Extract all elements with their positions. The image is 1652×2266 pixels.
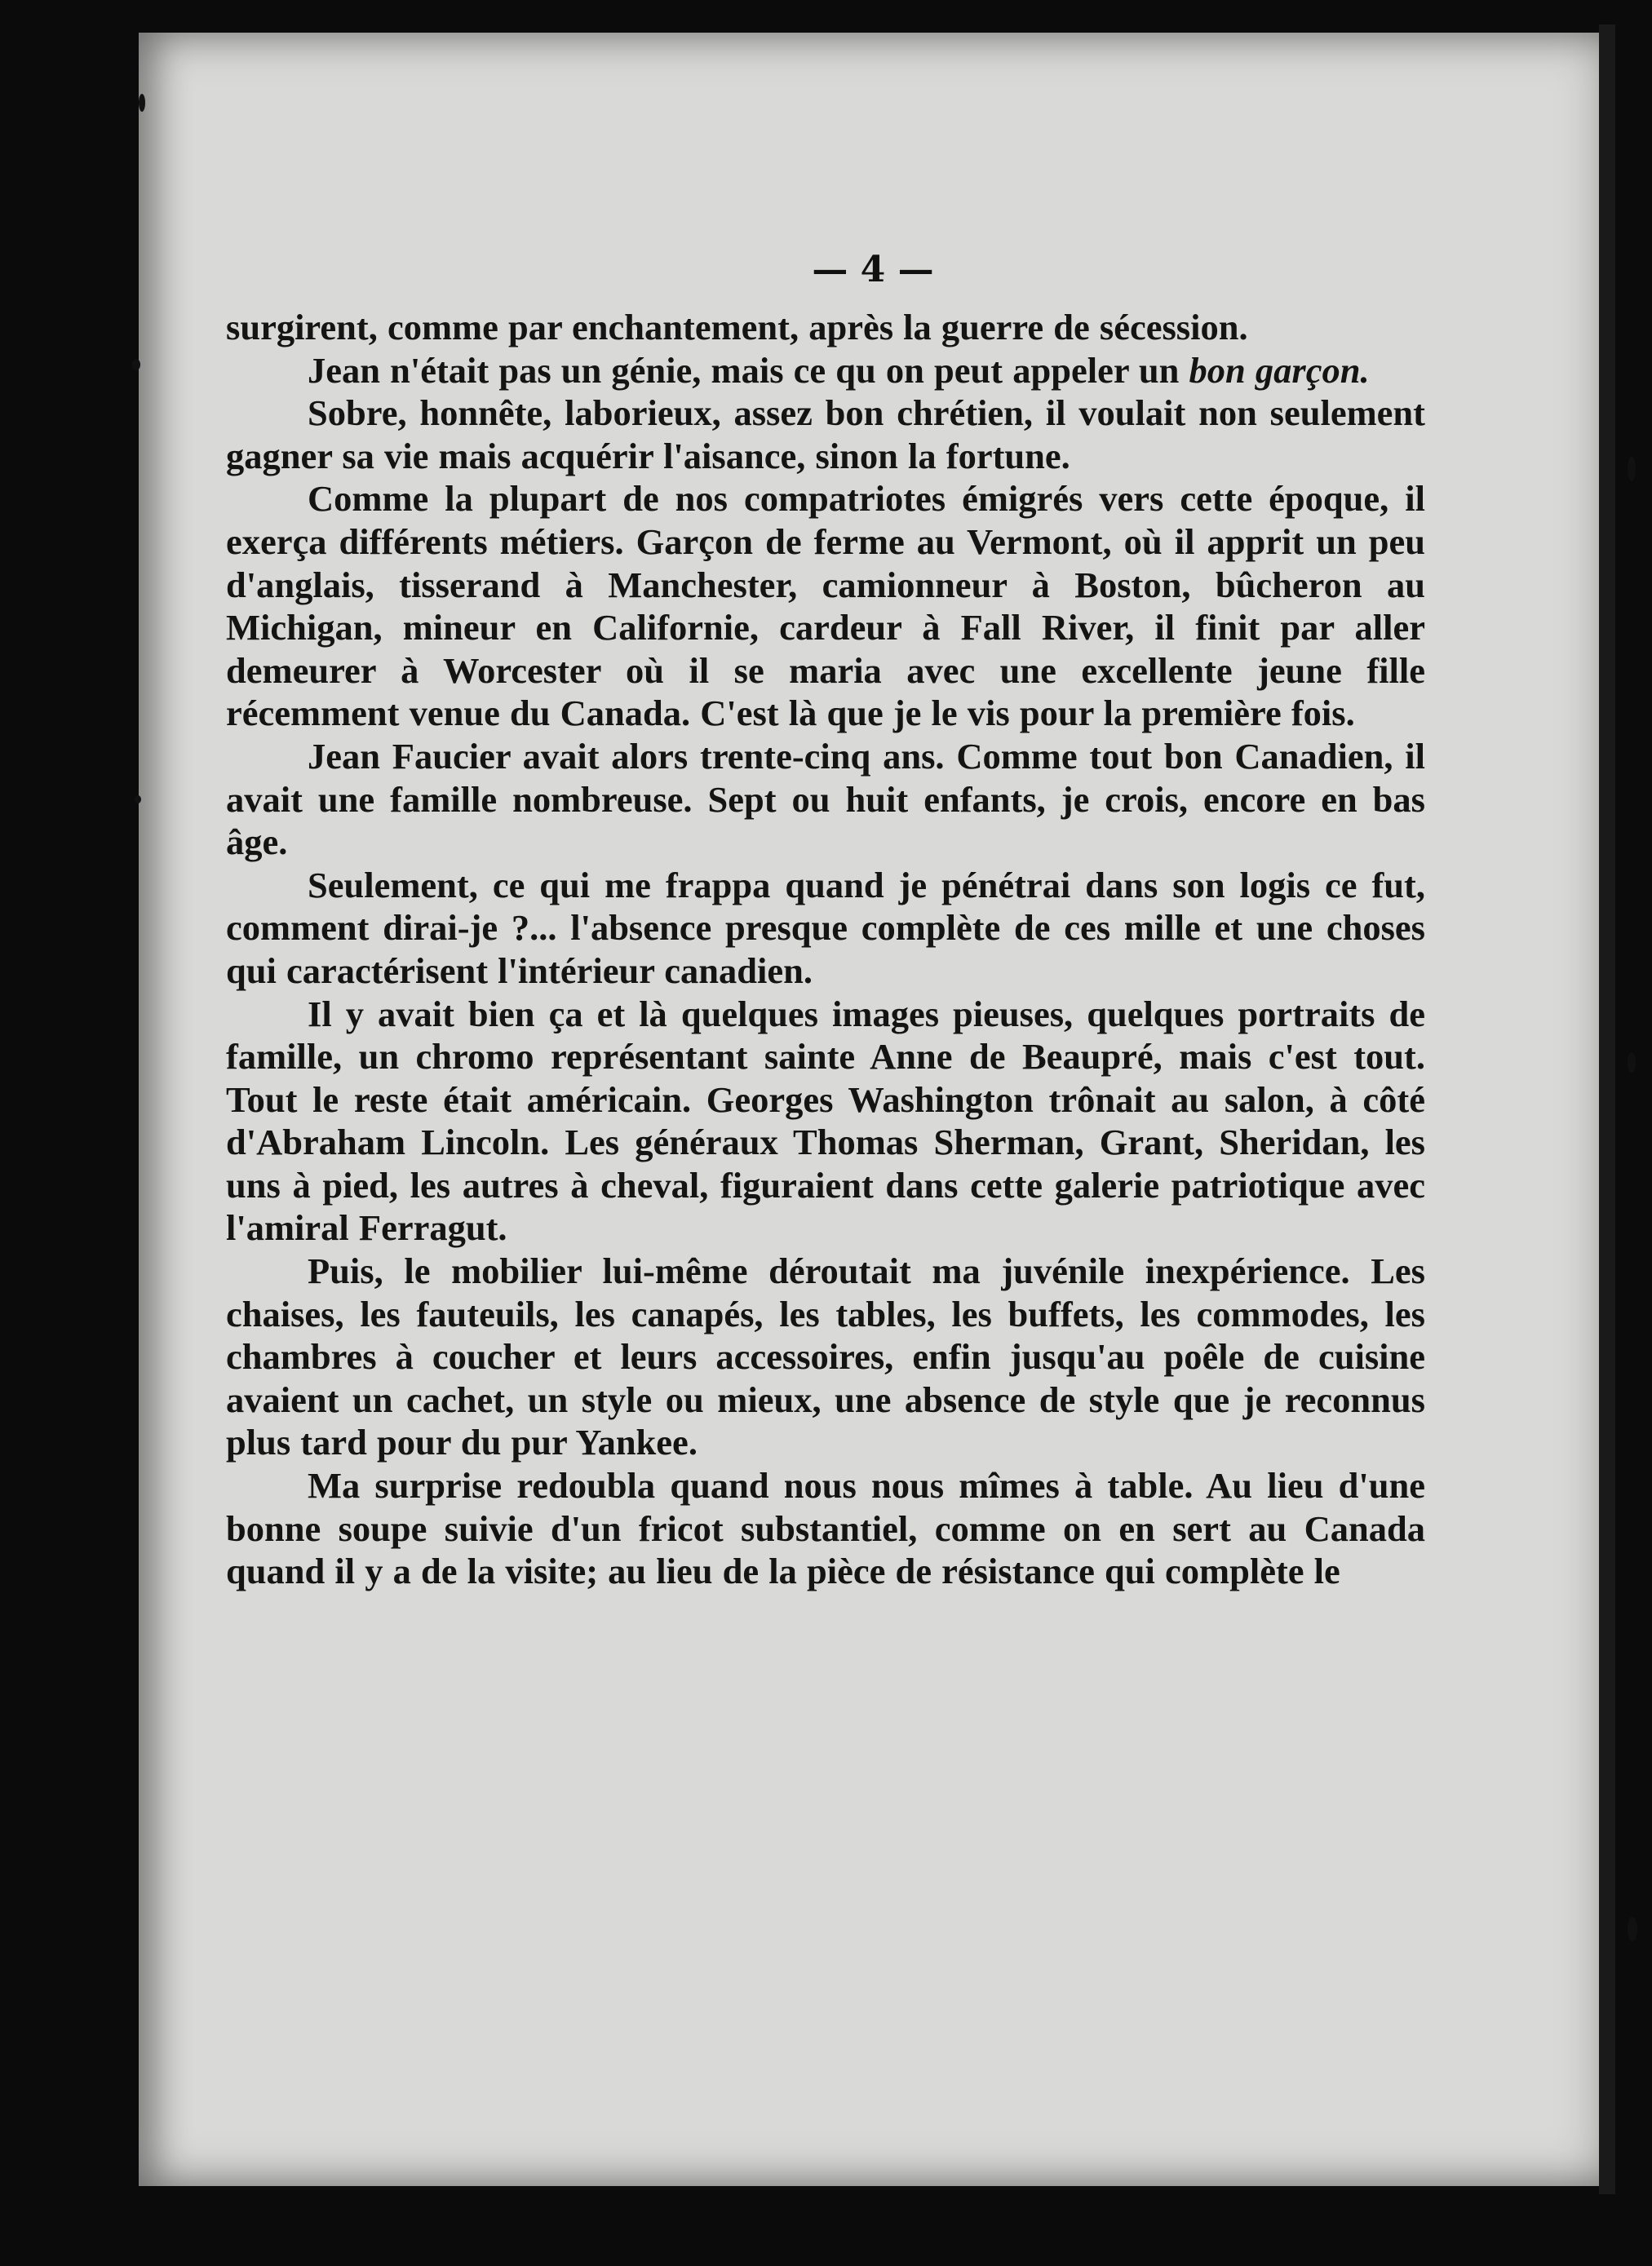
scan-speck	[1628, 457, 1636, 481]
paragraph-5: Jean Faucier avait alors trente-cinq ans. Comme tout bon Canadien, il avait une famille nombreuse. Sept ou huit enfants, je crois, encore en bas âge.	[226, 735, 1425, 863]
paragraph-9: Ma surprise redoubla quand nous nous mîmes à table. Au lieu d'une bonne soupe suivie d'un fricot substantiel, comme on en sert au Canada quand il y a de la visite; au lieu de la pièce de résistance qui complète le	[226, 1465, 1425, 1592]
scan-speck	[1628, 1917, 1637, 1941]
paragraph-2	[226, 349, 1425, 392]
paragraph-8: Puis, le mobilier lui-même déroutait ma juvénile inexpérience. Les chaises, les fauteuils, les canapés, les tables, les buffets, les commodes, les chambres à coucher et leurs accessoires, enfin jusqu'au poêle de cuisine avaient un cachet, un style ou mieux, une absence de style que je reconnus plus tard pour du pur Yankee.	[226, 1250, 1425, 1463]
paragraph-4: Comme la plupart de nos compatriotes émigrés vers cette époque, il exerça différents métiers. Garçon de ferme au Vermont, où il apprit un peu d'anglais, tisserand à Manchester, camionneur à Boston, bûcheron au Michigan, mineur en Californie, cardeur à Fall River, il finit par aller demeurer à Worcester où il se maria avec une excellente jeune fille récemment venue du Canada. C'est là que je le vis pour la première fois.	[226, 478, 1425, 734]
paragraph-3: Sobre, honnête, laborieux, assez bon chrétien, il voulait non seulement gagner sa vie mais acquérir l'aisance, sinon la fortune.	[226, 392, 1425, 476]
body-text	[226, 306, 1425, 1593]
paragraph-6: Seulement, ce qui me frappa quand je pénétrai dans son logis ce fut, comment dirai-je ?... l'absence presque complète de ces mille et une choses qui caractérisent l'intérieur canadien.	[226, 864, 1425, 991]
scan-speck	[132, 359, 140, 370]
paragraph-2-emphasis: bon garçon.	[1189, 349, 1370, 391]
scan-speck	[139, 94, 145, 112]
paragraph-1: surgirent, comme par enchantement, après la guerre de sécession.	[226, 307, 1248, 347]
scan-speck	[135, 795, 141, 803]
page-number: — 4 —	[812, 249, 934, 290]
page-edge-shadow	[1599, 24, 1615, 2194]
paragraph-2-text: Jean n'était pas un génie, mais ce qu on peut appeler un	[308, 349, 1189, 391]
scan-speck	[1628, 1052, 1636, 1073]
paragraph-7: Il y avait bien ça et là quelques images pieuses, quelques portraits de famille, un chromo représentant sainte Anne de Beaupré, mais c'est tout. Tout le reste était américain. Georges Washington trônait au salon, à côté d'Abraham Lincoln. Les généraux Thomas Sherman, Grant, Sheridan, les uns à pied, les autres à cheval, figuraient dans cette galerie patriotique avec l'amiral Ferragut.	[226, 993, 1425, 1249]
